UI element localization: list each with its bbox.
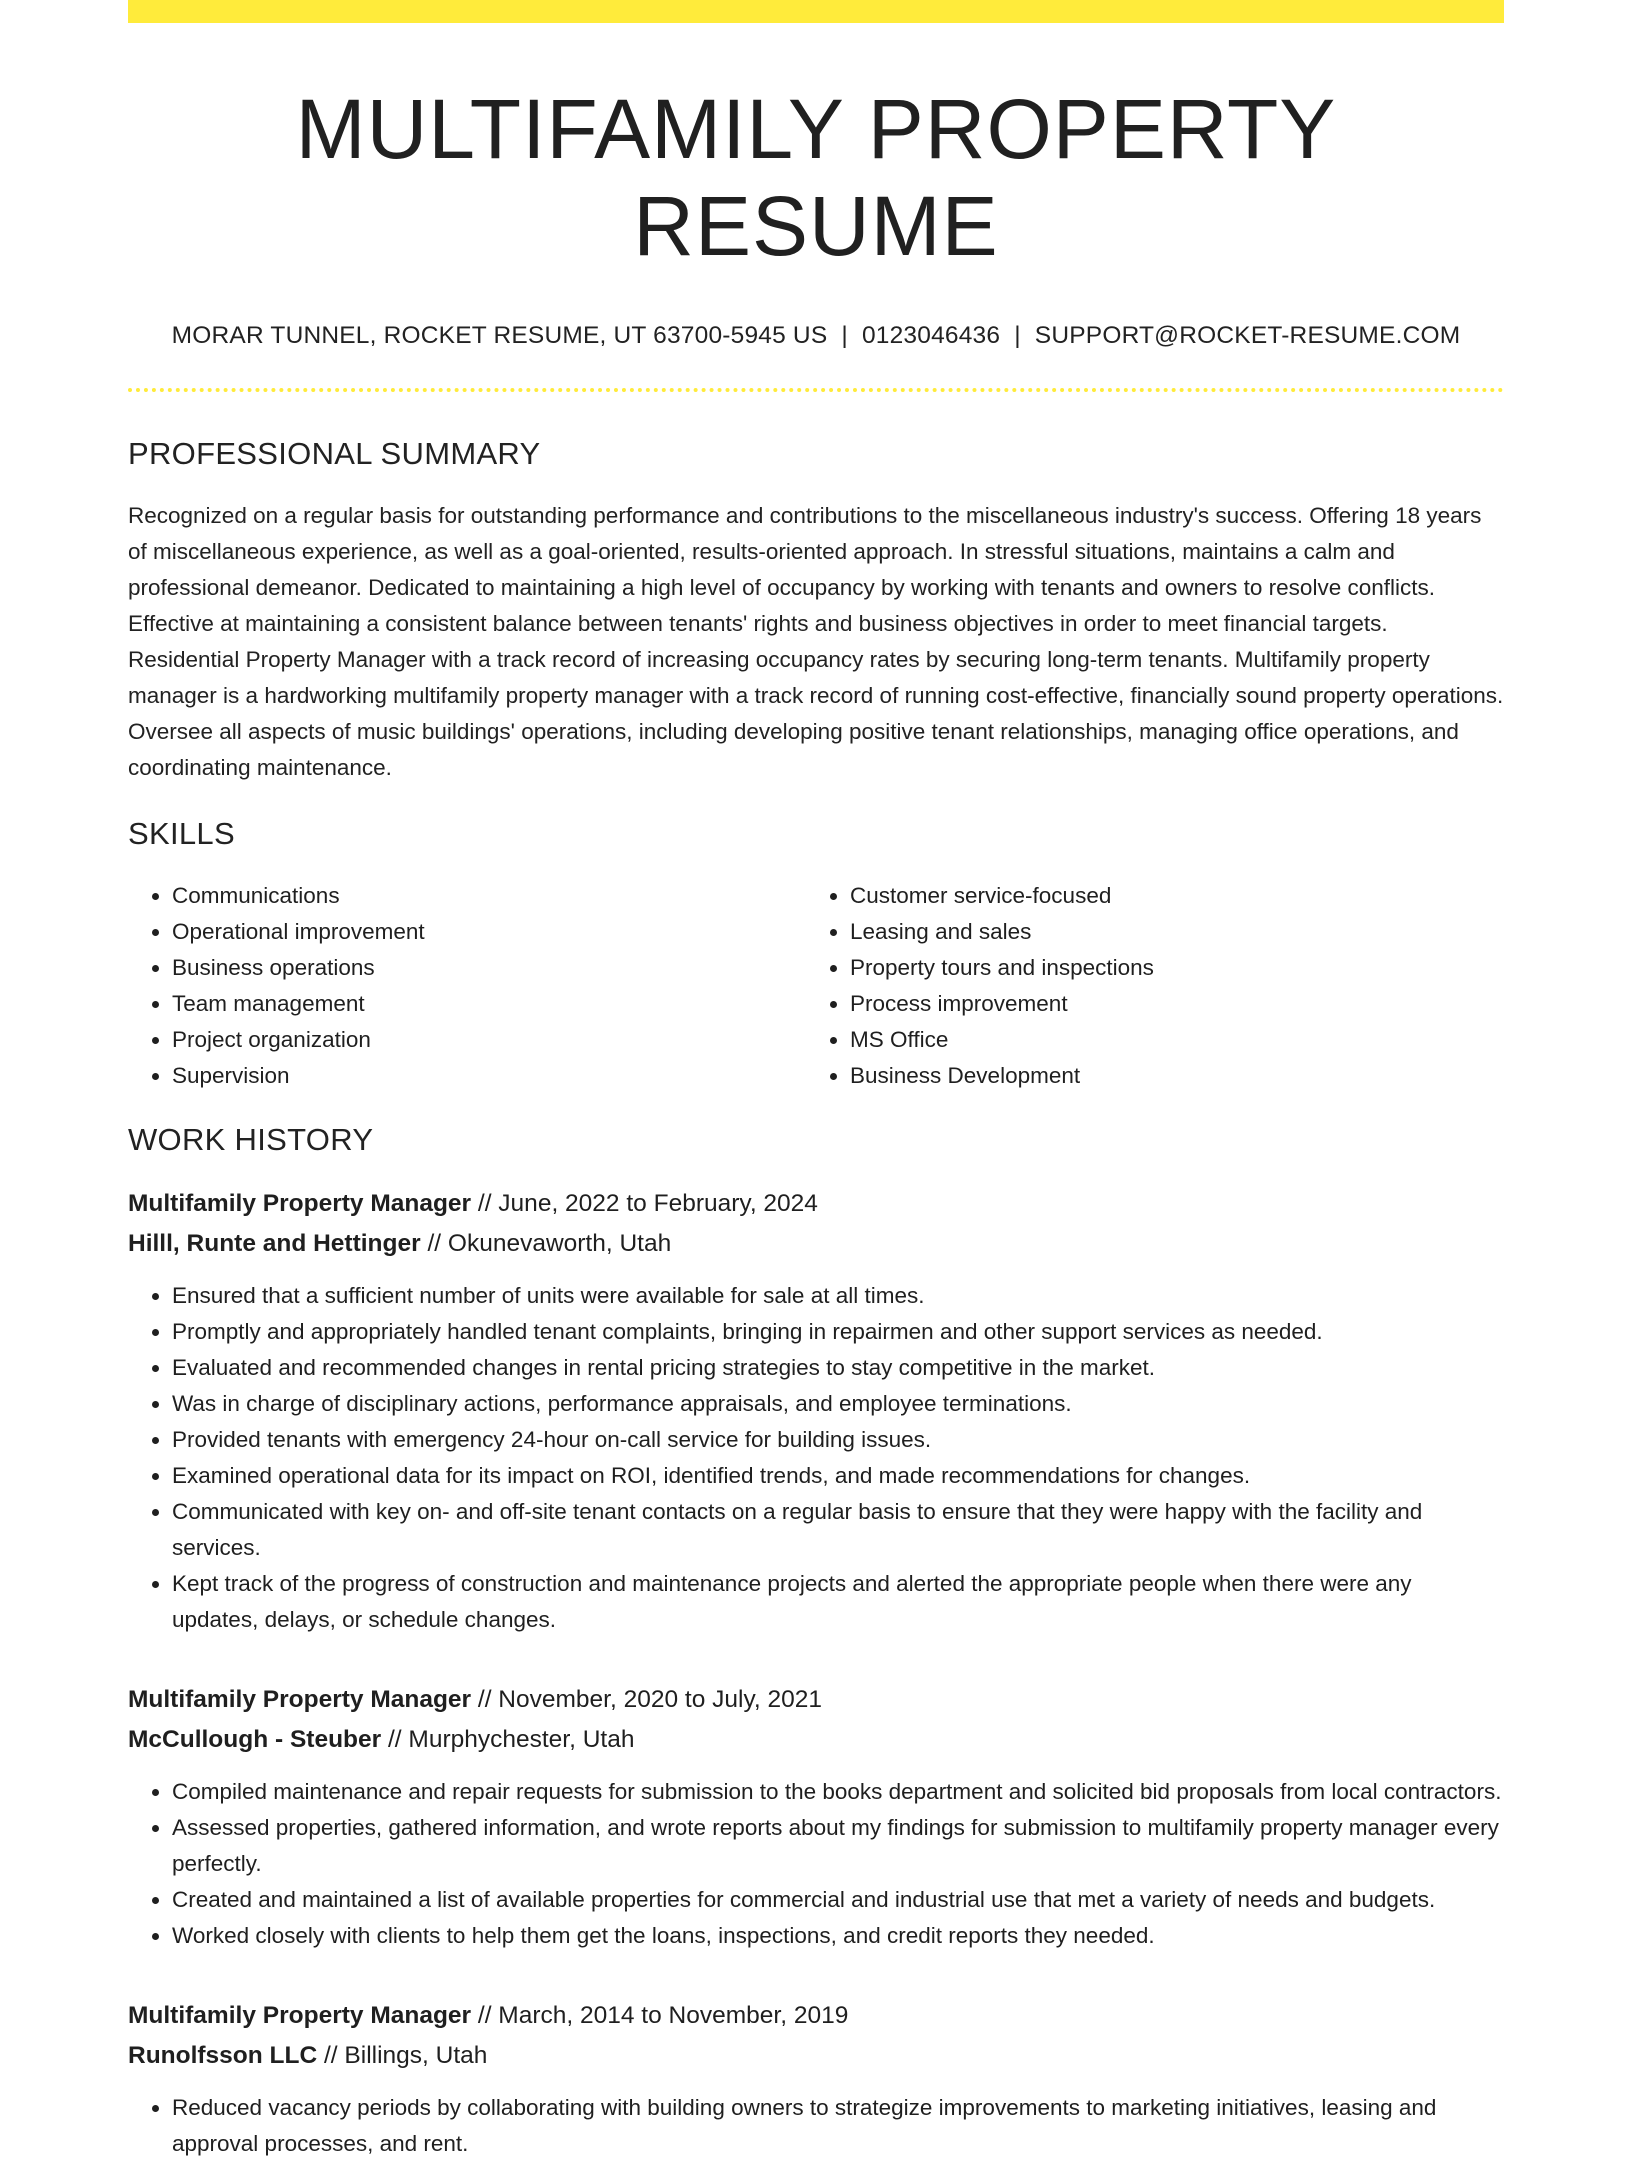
job-bullet: • Reduced vacancy periods by collaborating with building owners to strategize improvements to marketing initiatives, leasing and approval processes, and rent. xyxy=(172,2090,1504,2162)
job-bullet: • Evaluated and recommended changes in rental pricing strategies to stay competitive in the market. xyxy=(172,1350,1504,1386)
skills-list xyxy=(128,878,1504,1094)
summary-heading: PROFESSIONAL SUMMARY xyxy=(128,436,541,472)
job-location: // Okunevaworth, Utah xyxy=(427,1230,672,1258)
skill-item: • Leasing and sales xyxy=(850,914,1484,950)
job-bullet: • Communicated with key on- and off-site tenant contacts on a regular basis to ensure that they were happy with the facility and services. xyxy=(172,1494,1504,1566)
job-bullets xyxy=(128,1278,1504,1638)
contact-email: SUPPORT@ROCKET-RESUME.COM xyxy=(1034,322,1461,350)
job-title-line xyxy=(128,1680,1504,1720)
skill-item: • Property tours and inspections xyxy=(850,950,1484,986)
accent-top-bar xyxy=(128,0,1504,23)
skill-item: • Supervision xyxy=(172,1058,806,1094)
job-title-line xyxy=(128,1184,1504,1224)
job-title: Multifamily Property Manager xyxy=(128,2002,472,2030)
job-entry xyxy=(128,1184,1504,1638)
job-title-line xyxy=(128,1996,1504,2036)
job-company: Runolfsson LLC xyxy=(128,2042,318,2070)
dotted-divider xyxy=(128,388,1504,392)
job-entry xyxy=(128,1996,1504,2162)
summary-text: Recognized on a regular basis for outstanding performance and contributions to the miscellaneous industry's success. Offering 18 years of miscellaneous experience, as well as a goal-oriented, results-oriented approach. In stressful situations, maintains a calm and professional demeanor. Dedicated to maintaining a high level of occupancy by working with tenants and owners to resolve conflicts. Effective at maintaining a consistent balance between tenants' rights and business objectives in order to meet financial targets. Residential Property Manager with a track record of increasing occupancy rates by securing long-term tenants. Multifamily property manager is a hardworking multifamily property manager with a track record of running cost-effective, financially sound property operations. Oversee all aspects of music buildings' operations, including developing positive tenant relationships, managing office operations, and coordinating maintenance. xyxy=(128,503,1504,781)
contact-line xyxy=(128,322,1504,350)
resume-title: MULTIFAMILY PROPERTY RESUME xyxy=(295,82,1337,273)
skills-column-right xyxy=(806,878,1484,1094)
job-dates: // June, 2022 to February, 2024 xyxy=(477,1190,818,1218)
job-bullet: • Provided tenants with emergency 24-hour on-call service for building issues. xyxy=(172,1422,1504,1458)
job-dates: // March, 2014 to November, 2019 xyxy=(477,2002,849,2030)
contact-address: MORAR TUNNEL, ROCKET RESUME, UT 63700-5945 US xyxy=(171,322,828,350)
contact-separator: | xyxy=(841,322,848,350)
job-company-line xyxy=(128,1224,1504,1264)
skill-item: • Business Development xyxy=(850,1058,1484,1094)
job-bullet: • Assessed properties, gathered information, and wrote reports about my findings for submission to multifamily property manager every perfectly. xyxy=(172,1810,1504,1882)
contact-phone: 0123046436 xyxy=(861,322,1001,350)
skill-item: • Communications xyxy=(172,878,806,914)
skill-item: • Operational improvement xyxy=(172,914,806,950)
job-dates: // November, 2020 to July, 2021 xyxy=(477,1686,823,1714)
contact-separator: | xyxy=(1014,322,1021,350)
job-location: // Billings, Utah xyxy=(323,2042,488,2070)
job-company: Hilll, Runte and Hettinger xyxy=(128,1230,421,1258)
resume-page xyxy=(128,0,1504,2162)
job-company-line xyxy=(128,1720,1504,1760)
work-history-heading: WORK HISTORY xyxy=(128,1122,374,1158)
job-bullets xyxy=(128,2090,1504,2162)
job-bullet: • Ensured that a sufficient number of units were available for sale at all times. xyxy=(172,1278,1504,1314)
job-bullet: • Created and maintained a list of available properties for commercial and industrial use that met a variety of needs and budgets. xyxy=(172,1882,1504,1918)
job-company: McCullough - Steuber xyxy=(128,1726,382,1754)
job-bullet: • Compiled maintenance and repair requests for submission to the books department and solicited bid proposals from local contractors. xyxy=(172,1774,1504,1810)
job-title: Multifamily Property Manager xyxy=(128,1686,472,1714)
skill-item: • Customer service-focused xyxy=(850,878,1484,914)
job-bullet: • Was in charge of disciplinary actions, performance appraisals, and employee terminations. xyxy=(172,1386,1504,1422)
job-entry xyxy=(128,1680,1504,1954)
job-location: // Murphychester, Utah xyxy=(387,1726,635,1754)
skills-heading: SKILLS xyxy=(128,816,235,852)
job-bullet: • Promptly and appropriately handled tenant complaints, bringing in repairmen and other support services as needed. xyxy=(172,1314,1504,1350)
job-bullet: • Examined operational data for its impact on ROI, identified trends, and made recommendations for changes. xyxy=(172,1458,1504,1494)
skill-item: • Business operations xyxy=(172,950,806,986)
job-bullets xyxy=(128,1774,1504,1954)
skill-item: • Team management xyxy=(172,986,806,1022)
job-title: Multifamily Property Manager xyxy=(128,1190,472,1218)
job-company-line xyxy=(128,2036,1504,2076)
skill-item: • Process improvement xyxy=(850,986,1484,1022)
skill-item: • MS Office xyxy=(850,1022,1484,1058)
job-bullet: • Worked closely with clients to help them get the loans, inspections, and credit reports they needed. xyxy=(172,1918,1504,1954)
skills-column-left xyxy=(128,878,806,1094)
job-bullet: • Kept track of the progress of construction and maintenance projects and alerted the appropriate people when there were any updates, delays, or schedule changes. xyxy=(172,1566,1504,1638)
skill-item: • Project organization xyxy=(172,1022,806,1058)
